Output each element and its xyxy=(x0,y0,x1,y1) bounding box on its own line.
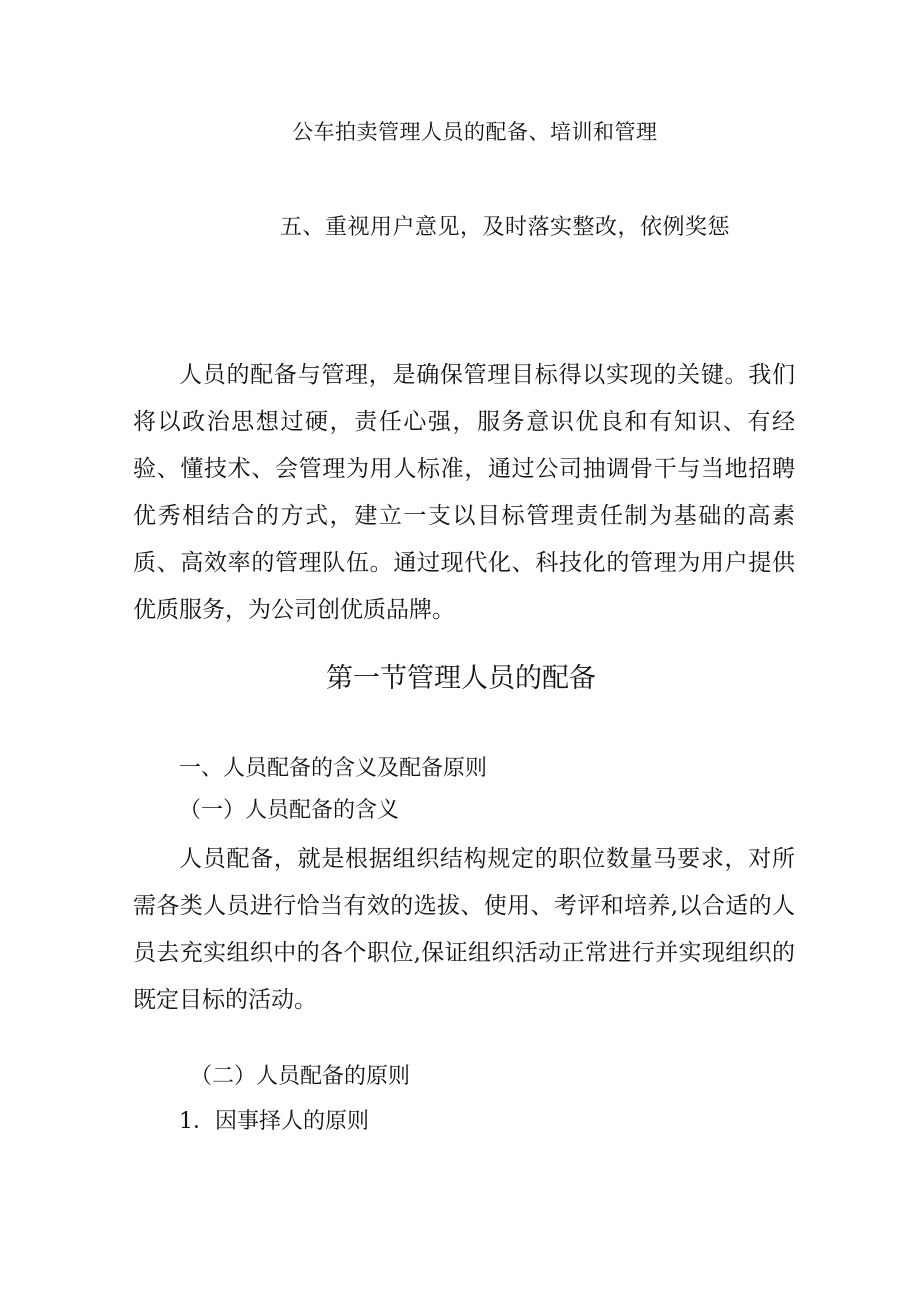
heading-principles: （二）人员配备的原则 xyxy=(190,1064,411,1089)
principle-item-1: 1．因事择人的原则 xyxy=(179,1109,369,1134)
section-title: 第一节管理人员的配备 xyxy=(326,663,596,694)
sub-heading: 五、重视用户意见，及时落实整改，依例奖惩 xyxy=(280,215,731,240)
intro-paragraph: 人员的配备与管理，是确保管理目标得以实现的关键。我们将以政治思想过硬，责任心强，服务意识优良和有知识、有经验、懂技术、会管理为用人标准，通过公司抽调骨干与当地招聘优秀相结合的方式，建立一支以目标管理责任制为基础的高素质、高效率的管理队伍。通过现代化、科技化的管理为用户提供优质服务，为公司创优质品牌。 xyxy=(133,362,795,623)
document-title: 公车拍卖管理人员的配备、培训和管理 xyxy=(292,120,658,144)
heading-meaning: （一）人员配备的含义 xyxy=(179,798,400,823)
definition-paragraph: 人员配备，就是根据组织结构规定的职位数量马要求，对所需各类人员进行恰当有效的选拔、使用、考评和培养,以合适的人员去充实组织中的各个职位,保证组织活动正常进行并实现组织的既定目标的活动。 xyxy=(133,846,795,1013)
heading-level-1: 一、人员配备的含义及配备原则 xyxy=(179,756,488,781)
